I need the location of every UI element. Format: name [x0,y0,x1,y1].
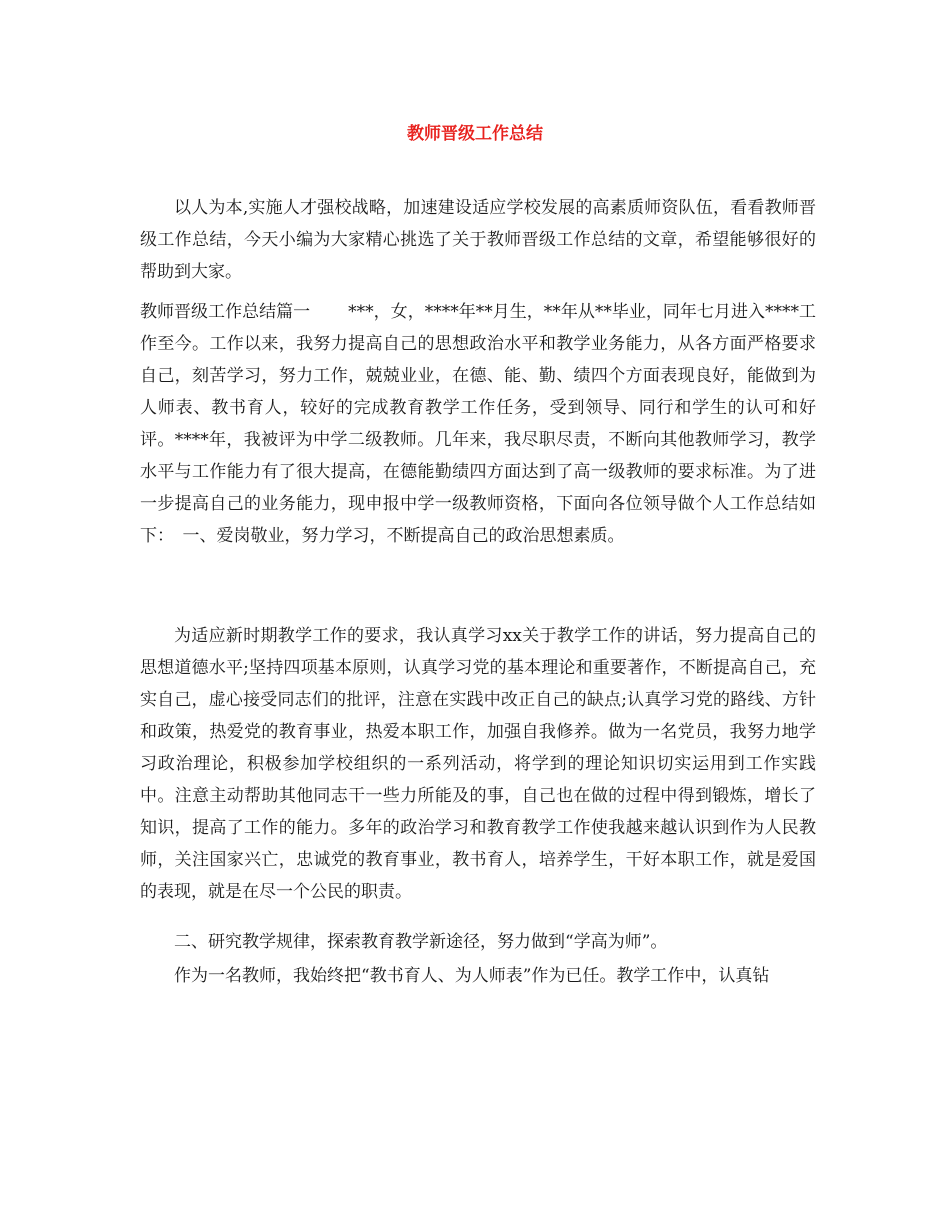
section1-body: ***，女，****年**月生，**年从**毕业，同年七月进入****工作至今。工作以来，我努力提高自己的思想政治水平和教学业务能力，从各方面严格要求自己，刻苦学习，努力工作，兢兢业业，在德、能、勤、绩四个方面表现良好，能做到为人师表、教书育人，较好的完成教育教学工作任务，受到领导、同行和学生的认可和好评。****年，我被评为中学二级教师。几年来，我尽职尽责，不断向其他教师学习，教学水平与工作能力有了很大提高，在德能勤绩四方面达到了高一级教师的要求标准。为了进一步提高自己的业务能力，现申报中学一级教师资格，下面向各位领导做个人工作总结如下： 一、爱岗敬业，努力学习，不断提高自己的政治思想素质。 [140,302,817,546]
section1-paragraph [140,296,816,552]
section2-paragraph: 为适应新时期教学工作的要求，我认真学习xx关于教学工作的讲话，努力提高自己的思想道德水平;坚持四项基本原则，认真学习党的基本理论和重要著作，不断提高自己，充实自己，虚心接受同志们的批评，注意在实践中改正自己的缺点;认真学习党的路线、方针和政策，热爱党的教育事业，热爱本职工作，加强自我修养。做为一名党员，我努力地学习政治理论，积极参加学校组织的一系列活动，将学到的理论知识切实运用到工作实践中。注意主动帮助其他同志干一些力所能及的事，自己也在做的过程中得到锻炼，增长了知识，提高了工作的能力。多年的政治学习和教育教学工作使我越来越认识到作为人民教师，关注国家兴亡，忠诚党的教育事业，教书育人，培养学生，干好本职工作，就是爱国的表现，就是在尽一个公民的职责。 [140,626,816,902]
intro-paragraph: 以人为本,实施人才强校战略，加速建设适应学校发展的高素质师资队伍，看看教师晋级工作总结，今天小编为大家精心挑选了关于教师晋级工作总结的文章，希望能够很好的帮助到大家。 [140,198,816,282]
section1-label: 教师晋级工作总结篇一 [140,302,311,322]
document-title: 教师晋级工作总结 [407,124,543,144]
section-heading-2: 二、研究教学规律，探索教育教学新途径，努力做到“学高为师”。 [174,932,668,952]
section3-paragraph: 作为一名教师，我始终把“教书育人、为人师表”作为已任。教学工作中，认真钻 [174,966,770,986]
